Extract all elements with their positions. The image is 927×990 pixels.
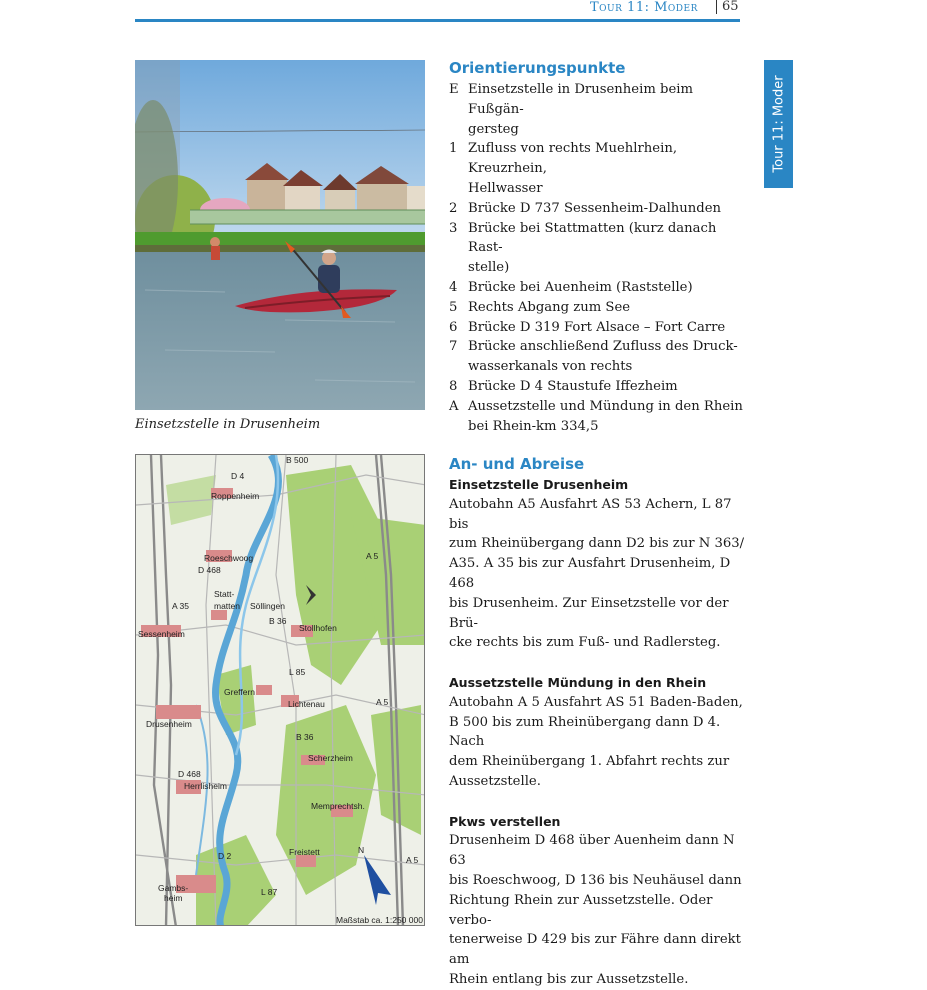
travel-title: An- und Abreise <box>449 455 585 473</box>
orientation-line: stelle) <box>468 260 510 276</box>
orientation-item <box>449 199 749 219</box>
map-label: Freistett <box>289 847 320 857</box>
orientation-item <box>449 318 749 338</box>
orientation-key: 5 <box>449 299 458 315</box>
header-rule <box>135 19 740 22</box>
travel-line: Aussetzstelle. <box>449 773 541 789</box>
travel-line: Autobahn A5 Ausfahrt AS 53 Achern, L 87 bis <box>449 496 732 532</box>
travel-line: Drusenheim D 468 über Auenheim dann N 63 <box>449 833 735 869</box>
map-label: heim <box>164 893 183 903</box>
orientation-key: 8 <box>449 378 458 394</box>
orientation-text <box>468 298 749 318</box>
map-label: Statt- <box>214 589 235 599</box>
orientation-line: Zufluss von rechts Muehlrhein, Kreuzrhein, <box>468 141 678 177</box>
map-label: D 2 <box>218 851 232 861</box>
map-label: Lichtenau <box>288 699 325 709</box>
map-label: Sessenheim <box>138 629 185 639</box>
map-label: B 36 <box>296 732 314 742</box>
map-label: matten <box>214 601 240 611</box>
travel-sections <box>449 475 749 990</box>
map-label: Gambs- <box>158 883 189 893</box>
orientation-key: 2 <box>449 200 458 216</box>
map-label: Scherzheim <box>308 753 353 763</box>
orientation-text <box>468 397 749 437</box>
map-label: Memprechtsh. <box>311 801 365 811</box>
running-header-title: Tour 11: Moder <box>590 0 698 15</box>
orientation-line: Einsetzstelle in Drusenheim beim Fußgän- <box>468 82 693 117</box>
page-number: 65 <box>722 0 739 14</box>
orientation-text <box>468 377 749 397</box>
travel-section <box>449 673 749 792</box>
orientation-line: gersteg <box>468 121 519 137</box>
orientation-item <box>449 139 749 198</box>
orientation-item <box>449 219 749 278</box>
map-label: A 5 <box>406 855 419 865</box>
header-separator <box>716 0 717 14</box>
kayak-photo <box>135 60 425 410</box>
travel-line: bis Drusenheim. Zur Einsetzstelle vor der Brü- <box>449 595 729 631</box>
travel-section <box>449 475 749 653</box>
map-label: Roeschwoog <box>204 553 254 563</box>
travel-line: Autobahn A 5 Ausfahrt AS 51 Baden-Baden, <box>449 694 743 710</box>
orientation-line: Brücke bei Stattmatten (kurz danach Rast- <box>468 220 717 256</box>
orientation-item <box>449 337 749 377</box>
orientation-line: Brücke anschließend Zufluss des Druck- <box>468 339 738 355</box>
map-label: Drusenheim <box>146 719 192 729</box>
orientation-item <box>449 298 749 318</box>
side-tab <box>764 60 793 188</box>
orientation-title: Orientierungspunkte <box>449 59 626 77</box>
orientation-line: bei Rhein-km 334,5 <box>468 418 599 434</box>
map-label: Roppenheim <box>211 491 260 501</box>
orientation-text <box>468 199 749 219</box>
orientation-text <box>468 219 749 278</box>
orientation-key: 6 <box>449 319 458 335</box>
orientation-line: Hellwasser <box>468 180 543 196</box>
travel-section-heading: Einsetzstelle Drusenheim <box>449 477 629 492</box>
map-label: L 85 <box>289 667 306 677</box>
travel-line: zum Rheinübergang dann D2 bis zur N 363/ <box>449 536 745 552</box>
orientation-item <box>449 377 749 397</box>
map-label: B 500 <box>286 455 309 465</box>
orientation-line: Brücke D 4 Staustufe Iffezheim <box>468 378 678 394</box>
side-tab-label: Tour 11: Moder <box>771 75 786 173</box>
svg-text:N: N <box>358 845 365 855</box>
orientation-line: Brücke bei Auenheim (Raststelle) <box>468 279 693 295</box>
orientation-line: wasserkanals von rechts <box>468 359 633 375</box>
orientation-item <box>449 397 749 437</box>
orientation-key: 4 <box>449 279 458 295</box>
orientation-text <box>468 80 749 139</box>
travel-line: cke rechts bis zum Fuß- und Radlersteg. <box>449 635 721 651</box>
orientation-text <box>468 318 749 338</box>
map-label: Stollhofen <box>299 623 337 633</box>
orientation-item <box>449 278 749 298</box>
map-label: D 4 <box>231 471 245 481</box>
travel-line: bis Roeschwoog, D 136 bis Neuhäusel dann <box>449 872 742 888</box>
photo-caption: Einsetzstelle in Drusenheim <box>135 417 321 432</box>
travel-section-heading: Aussetzstelle Mündung in den Rhein <box>449 674 707 690</box>
orientation-line: Aussetzstelle und Mündung in den Rhein <box>468 398 743 414</box>
orientation-key: A <box>449 398 459 414</box>
map-label: A 35 <box>172 601 190 611</box>
orientation-key: 7 <box>449 339 458 355</box>
travel-section-heading: Pkws verstellen <box>449 813 561 829</box>
travel-line: tenerweise D 429 bis zur Fähre dann direkt am <box>449 932 741 968</box>
route-map <box>135 454 425 926</box>
orientation-key: E <box>449 82 459 97</box>
map-label: Herrlisheim <box>184 781 227 791</box>
orientation-text <box>468 139 749 198</box>
travel-line: Richtung Rhein zur Aussetzstelle. Oder verbo- <box>449 892 713 928</box>
map-label: D 468 <box>198 565 221 575</box>
travel-line: Rhein entlang bis zur Aussetzstelle. <box>449 971 689 987</box>
travel-line: A35. A 35 bis zur Ausfahrt Drusenheim, D 468 <box>449 556 731 591</box>
map-label: A 5 <box>376 697 389 707</box>
travel-line: dem Rheinübergang 1. Abfahrt rechts zur <box>449 754 730 770</box>
map-label: Söllingen <box>250 601 285 611</box>
map-label: B 36 <box>269 616 287 626</box>
orientation-list <box>449 80 749 436</box>
orientation-line: Brücke D 319 Fort Alsace – Fort Carre <box>468 319 726 335</box>
map-label: L 87 <box>261 887 278 897</box>
orientation-text <box>468 337 749 377</box>
map-label: D 468 <box>178 769 201 779</box>
map-scale: Maßstab ca. 1:250 000 <box>336 915 423 925</box>
orientation-line: Rechts Abgang zum See <box>468 299 631 315</box>
travel-section <box>449 812 749 990</box>
orientation-key: 1 <box>449 141 458 157</box>
map-label: A 5 <box>366 551 379 561</box>
orientation-key: 3 <box>449 220 458 236</box>
orientation-item <box>449 80 749 139</box>
map-label: Greffern <box>224 687 256 697</box>
orientation-text <box>468 278 749 298</box>
travel-line: B 500 bis zum Rheinübergang dann D 4. Nach <box>449 714 721 750</box>
orientation-line: Brücke D 737 Sessenheim-Dalhunden <box>468 200 722 216</box>
